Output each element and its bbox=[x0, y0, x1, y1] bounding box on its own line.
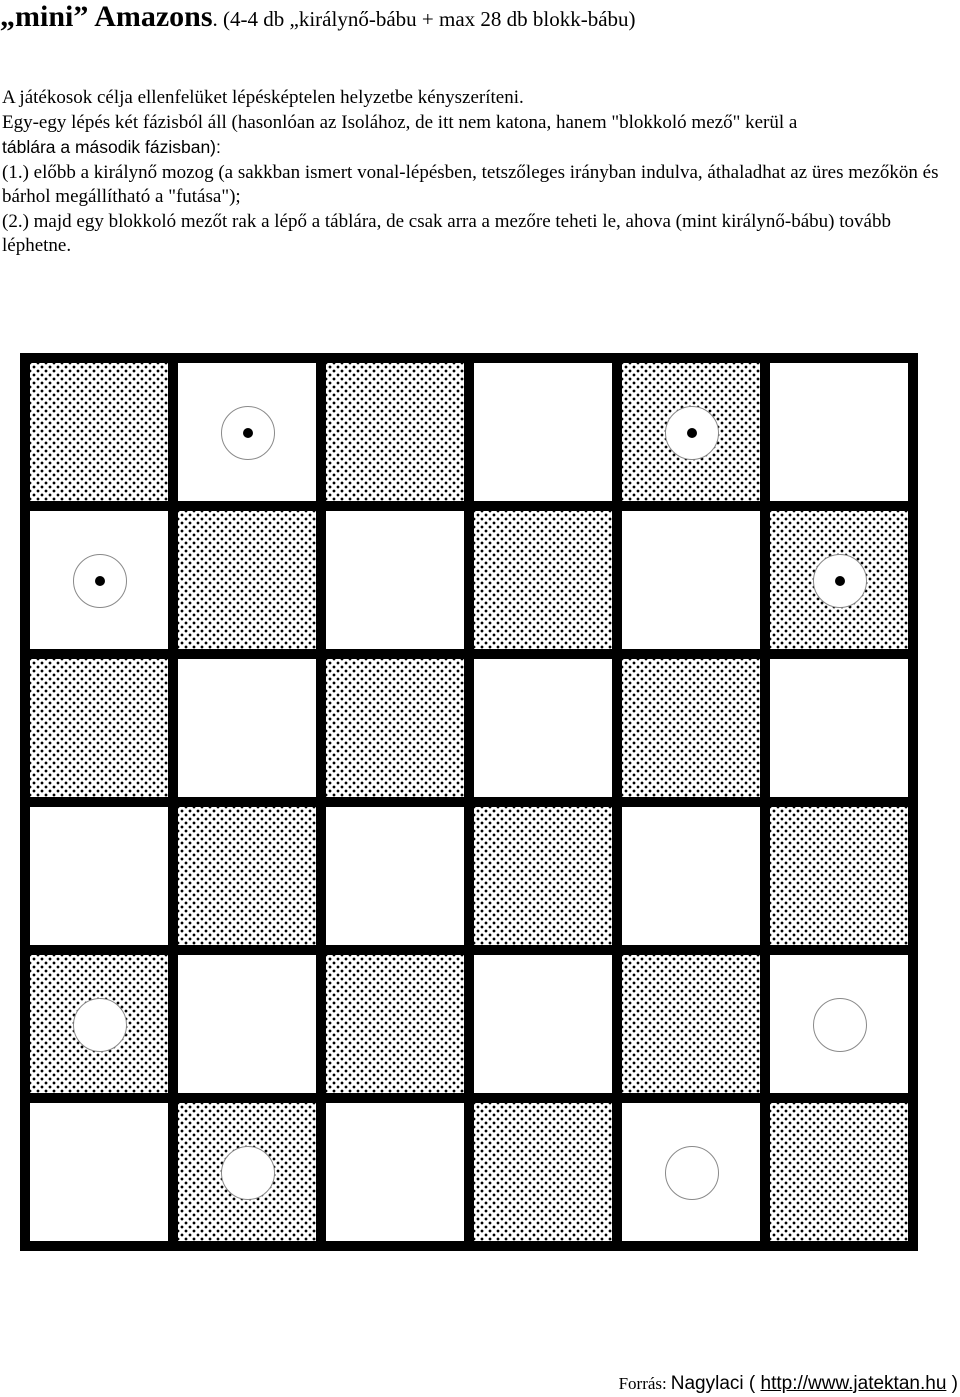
piece-dot-icon bbox=[95, 576, 105, 586]
rules-step-2: (2.) majd egy blokkoló mezőt rak a lépő a táblára, de csak arra a mezőre teheti le, ahova (mint királynő-bábu) tovább léphetne. bbox=[2, 210, 891, 256]
queen-piece[interactable] bbox=[221, 1146, 275, 1200]
source-author: Nagylaci ( bbox=[670, 1373, 761, 1394]
queen-piece-marked[interactable] bbox=[665, 406, 719, 460]
title-main: „mini” Amazons bbox=[0, 0, 213, 33]
board-square-white[interactable] bbox=[30, 1103, 168, 1241]
queen-piece-marked[interactable] bbox=[813, 554, 867, 608]
board-square-white[interactable] bbox=[326, 807, 464, 945]
board-square-dotted[interactable] bbox=[474, 1103, 612, 1241]
rules-phases-part2: táblára a második fázisban): bbox=[2, 137, 221, 157]
title-subtitle: . (4-4 db „királynő-bábu + max 28 db blokk-bábu) bbox=[212, 7, 636, 31]
source-link[interactable]: http://www.jatektan.hu bbox=[760, 1373, 947, 1394]
source-credit bbox=[619, 1372, 958, 1396]
rules-goal: A játékosok célja ellenfelüket lépésképtelen helyzetbe kényszeríteni. bbox=[2, 87, 524, 108]
board-square-white[interactable] bbox=[178, 955, 316, 1093]
game-board bbox=[20, 353, 918, 1251]
source-label: Forrás: bbox=[618, 1374, 667, 1393]
board-square-dotted[interactable] bbox=[30, 659, 168, 797]
rules-step-1: (1.) előbb a királynő mozog (a sakkban ismert vonal-lépésben, tetszőleges irányban indulva, áthaladhat az üres mezőkön és bárhol megállítható a "futása"); bbox=[2, 161, 939, 207]
board-square-white[interactable] bbox=[326, 511, 464, 649]
board-square-dotted[interactable] bbox=[622, 659, 760, 797]
piece-dot-icon bbox=[687, 428, 697, 438]
queen-piece[interactable] bbox=[665, 1146, 719, 1200]
rules-phases bbox=[2, 111, 952, 161]
rules-phases-part1: Egy-egy lépés két fázisból áll (hasonlóan az Isolához, de itt nem katona, hanem "blokkoló mező" kerül a bbox=[2, 111, 798, 133]
page-title bbox=[0, 0, 960, 40]
board-square-dotted[interactable] bbox=[474, 511, 612, 649]
rules-text bbox=[2, 86, 952, 259]
piece-dot-icon bbox=[243, 428, 253, 438]
board-square-white[interactable] bbox=[770, 659, 908, 797]
board-square-white[interactable] bbox=[474, 955, 612, 1093]
board-square-white[interactable] bbox=[474, 363, 612, 501]
queen-piece-marked[interactable] bbox=[73, 554, 127, 608]
board-square-white[interactable] bbox=[178, 659, 316, 797]
board-square-dotted[interactable] bbox=[770, 807, 908, 945]
board-square-dotted[interactable] bbox=[326, 659, 464, 797]
board-square-dotted[interactable] bbox=[622, 955, 760, 1093]
board-square-dotted[interactable] bbox=[326, 363, 464, 501]
board-square-dotted[interactable] bbox=[178, 511, 316, 649]
board-square-white[interactable] bbox=[326, 1103, 464, 1241]
board-square-dotted[interactable] bbox=[326, 955, 464, 1093]
piece-dot-icon bbox=[835, 576, 845, 586]
board-square-white[interactable] bbox=[474, 659, 612, 797]
board-square-white[interactable] bbox=[770, 363, 908, 501]
board-square-white[interactable] bbox=[622, 511, 760, 649]
board-square-dotted[interactable] bbox=[178, 807, 316, 945]
queen-piece[interactable] bbox=[73, 998, 127, 1052]
board-square-white[interactable] bbox=[622, 807, 760, 945]
board-square-dotted[interactable] bbox=[30, 363, 168, 501]
queen-piece-marked[interactable] bbox=[221, 406, 275, 460]
board-square-dotted[interactable] bbox=[474, 807, 612, 945]
source-close: ) bbox=[946, 1373, 958, 1394]
queen-piece[interactable] bbox=[813, 998, 867, 1052]
board-square-dotted[interactable] bbox=[770, 1103, 908, 1241]
board-square-white[interactable] bbox=[30, 807, 168, 945]
